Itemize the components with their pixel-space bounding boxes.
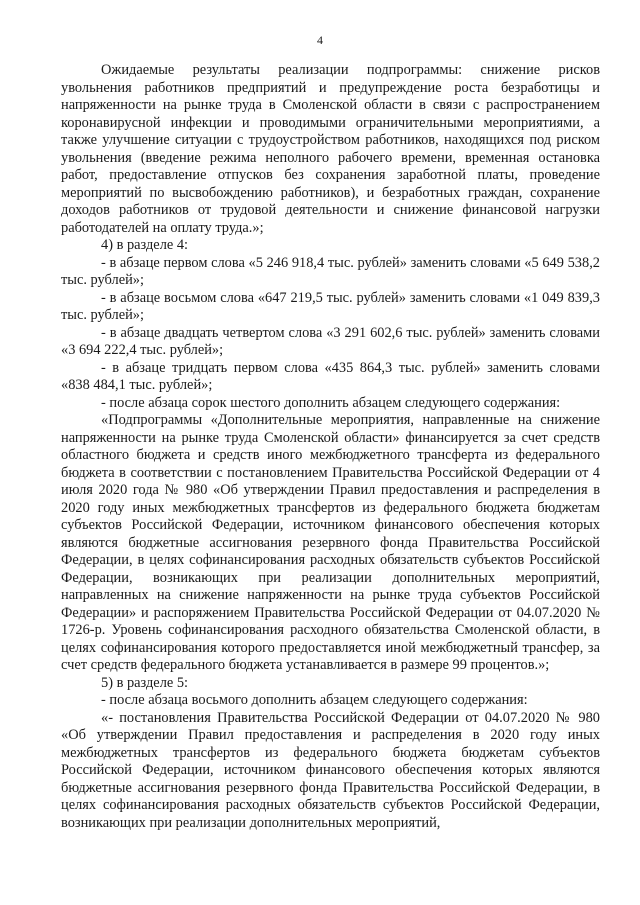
paragraph-section-4-item-24: - в абзаце двадцать четвертом слова «3 291 602,6 тыс. рублей» заменить словами «3 694 222,4 тыс. рублей»; xyxy=(61,324,600,358)
paragraph-section-5-heading: 5) в разделе 5: xyxy=(101,674,189,691)
paragraph-section-4-item-1: - в абзаце первом слова «5 246 918,4 тыс. рублей» заменить словами «5 649 538,2 тыс. рублей»; xyxy=(61,254,600,288)
paragraph-subprogram-financing: «Подпрограммы «Дополнительные мероприятия, направленные на снижение напряженности на рынке труда Смоленской области» финансируется за счет средств областного бюджета и средств иного межбюджетного трансферта из федерального бюджета в соответствии с постановлением Правительства Российской Федерации от 4 июля 2020 года № 980 «Об утверждении Правил предоставления и распределения в 2020 году иных межбюджетных трансфертов из федерального бюджета бюджетам субъектов Российской Федерации, источником финансового обеспечения которых являются бюджетные ассигнования резервного фонда Правительства Российской Федерации, в целях софинансирования расходных обязательств субъектов Российской Федерации, возникающих при реализации дополнительных мероприятий, направленных на снижение напряженности на рынке труда субъектов Российской Федерации» и распоряжением Правительства Российской Федерации от 04.07.2020 № 1726-р. Уровень софинансирования расходного обязательства Смоленской области, в целях софинансирования которого предоставляется иной межбюджетный трансфер, за счет средств федерального бюджета устанавливается в размере 99 процентов.»; xyxy=(61,412,600,673)
paragraph-section-4-item-31: - в абзаце тридцать первом слова «435 864,3 тыс. рублей» заменить словами «838 484,1 тыс. рублей»; xyxy=(61,359,600,393)
paragraph-resolution-980: «- постановления Правительства Российской Федерации от 04.07.2020 № 980 «Об утверждении Правил предоставления и распределения в 2020 году иных межбюджетных трансфертов из федерального бюджета бюджетам субъектов Российской Федерации, источником финансового обеспечения которых являются бюджетные ассигнования резервного фонда Правительства Российской Федерации, в целях софинансирования расходных обязательств субъектов Российской Федерации, возникающих при реализации дополнительных мероприятий, xyxy=(61,709,600,831)
document-body xyxy=(61,62,600,832)
page-number: 4 xyxy=(317,33,323,47)
paragraph-section-5-add-after-8: - после абзаца восьмого дополнить абзацем следующего содержания: xyxy=(101,692,528,708)
paragraph-section-4-add-after-46: - после абзаца сорок шестого дополнить абзацем следующего содержания: xyxy=(101,394,561,411)
paragraph-expected-results: Ожидаемые результаты реализации подпрограммы: снижение рисков увольнения работников предприятий и предупреждение роста безработицы и напряженности на рынке труда в Смоленской области в связи с распространением коронавирусной инфекции и проводимыми ограничительными мероприятиями, а также улучшение ситуации с трудоустройством работников, находящихся под риском увольнения (введение режима неполного рабочего времени, временная остановка работ, предоставление отпусков без сохранения заработной платы, проведение мероприятий по высвобождению работников), и безработных граждан, сохранение доходов работников от трудовой деятельности и снижение финансовой нагрузки работодателей на оплату труда.»; xyxy=(61,62,600,236)
paragraph-section-4-item-8: - в абзаце восьмом слова «647 219,5 тыс. рублей» заменить словами «1 049 839,3 тыс. рублей»; xyxy=(61,289,600,323)
paragraph-section-4-heading: 4) в разделе 4: xyxy=(101,237,189,253)
